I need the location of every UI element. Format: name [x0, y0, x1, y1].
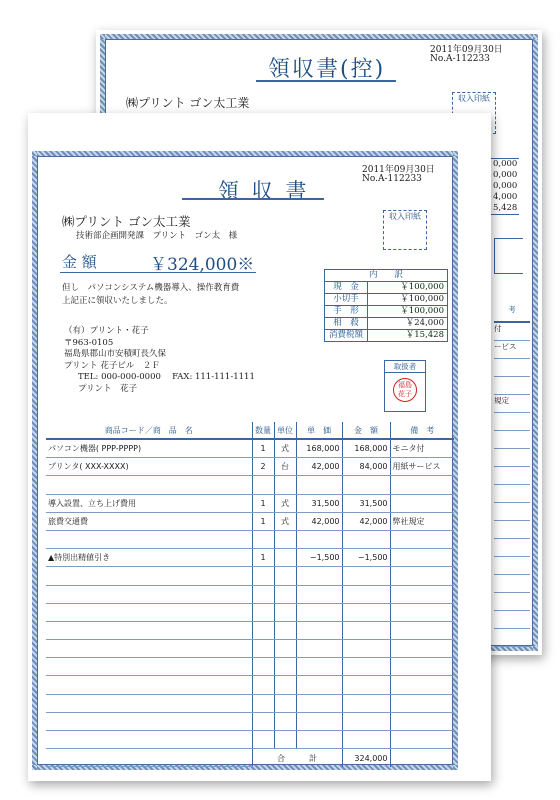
- item-name: [46, 567, 252, 585]
- item-note: [390, 567, 454, 585]
- item-qty: [252, 603, 274, 621]
- item-price: [296, 476, 342, 494]
- item-qty: [252, 712, 274, 730]
- item-qty: [252, 585, 274, 603]
- items-table: [46, 422, 454, 767]
- item-unit: [274, 640, 296, 658]
- receipt-title: 領 収 書: [218, 179, 310, 203]
- item-name: ▲特別出精値引き: [46, 549, 252, 567]
- item-name: [46, 621, 252, 639]
- col-header-amount: 金 額: [342, 422, 390, 439]
- col-header-note: 備 考: [390, 422, 454, 439]
- issue-date: 2011年09月30日: [362, 165, 435, 175]
- issuer-address: 福島県郡山市安積町長久保: [64, 349, 167, 359]
- item-amount: [342, 731, 390, 749]
- item-amount: [342, 676, 390, 694]
- table-row: [46, 712, 454, 730]
- item-amount: [342, 567, 390, 585]
- item-note: 用紙サービス: [390, 458, 454, 476]
- table-row: [46, 694, 454, 712]
- item-unit: [274, 530, 296, 548]
- back-number: No.A-112233: [430, 54, 490, 64]
- item-price: 31,500: [296, 494, 342, 512]
- recipient-department: 技術部企画開発課 プリント ゴン太 様: [76, 231, 238, 241]
- item-price: [296, 603, 342, 621]
- item-qty: [252, 621, 274, 639]
- item-unit: 式: [274, 439, 296, 458]
- item-name: [46, 640, 252, 658]
- item-qty: 1: [252, 549, 274, 567]
- item-amount: [342, 476, 390, 494]
- table-row: [46, 658, 454, 676]
- item-price: [296, 567, 342, 585]
- item-qty: [252, 694, 274, 712]
- item-unit: [274, 476, 296, 494]
- breakdown-label: 消費税額: [325, 330, 368, 342]
- item-amount: [342, 530, 390, 548]
- total-value: 324,000: [342, 749, 390, 767]
- table-row: [46, 494, 454, 512]
- breakdown-value: ￥100,000: [368, 282, 448, 294]
- issuer-person: プリント 花子: [78, 383, 138, 394]
- item-price: −1,500: [296, 549, 342, 567]
- amount-underline: [60, 272, 256, 273]
- table-row: [46, 585, 454, 603]
- item-qty: [252, 640, 274, 658]
- item-name: 導入設置、立ち上げ費用: [46, 494, 252, 512]
- item-amount: [342, 658, 390, 676]
- table-row: [46, 731, 454, 749]
- breakdown-value: ￥100,000: [368, 294, 448, 306]
- item-name: [46, 476, 252, 494]
- item-name: [46, 658, 252, 676]
- item-qty: 1: [252, 494, 274, 512]
- item-price: [296, 676, 342, 694]
- item-note: [390, 603, 454, 621]
- breakdown-label: 相 殺: [325, 318, 368, 330]
- back-title-underline: [256, 80, 396, 82]
- item-unit: [274, 549, 296, 567]
- item-name: [46, 603, 252, 621]
- item-name: 旅費交通費: [46, 512, 252, 530]
- item-note: [390, 530, 454, 548]
- item-amount: 31,500: [342, 494, 390, 512]
- title-underline: [182, 198, 324, 200]
- item-note: [390, 621, 454, 639]
- table-row: [46, 439, 454, 458]
- item-unit: [274, 694, 296, 712]
- receipt-number: No.A-112233: [362, 174, 422, 184]
- item-amount: −1,500: [342, 549, 390, 567]
- col-header-qty: 数量: [252, 422, 274, 439]
- breakdown-table: [324, 269, 448, 342]
- item-note: [390, 731, 454, 749]
- note-line-2: 上記正に領収いたしました。: [62, 296, 173, 306]
- item-amount: [342, 585, 390, 603]
- item-note: [390, 640, 454, 658]
- item-name: パソコン機器( PPP-PPPP): [46, 439, 252, 458]
- item-note: 弊社規定: [390, 512, 454, 530]
- item-price: 42,000: [296, 512, 342, 530]
- handler-label: 取扱者: [385, 361, 425, 373]
- table-row: [46, 458, 454, 476]
- item-amount: [342, 694, 390, 712]
- item-amount: [342, 712, 390, 730]
- item-note: [390, 476, 454, 494]
- item-qty: [252, 476, 274, 494]
- recipient-company: ㈱プリント ゴン太工業: [62, 214, 191, 229]
- item-note: [390, 712, 454, 730]
- table-row: [46, 640, 454, 658]
- item-name: [46, 676, 252, 694]
- item-qty: [252, 658, 274, 676]
- hanko-seal: 福島 花子: [393, 378, 417, 402]
- item-amount: [342, 621, 390, 639]
- item-unit: 式: [274, 494, 296, 512]
- breakdown-value: ￥15,428: [368, 330, 448, 342]
- note-line-1: 但し パソコンシステム機器導入、操作教育費: [62, 283, 240, 293]
- back-handler-box: [494, 238, 523, 274]
- item-price: [296, 658, 342, 676]
- issuer-block: [64, 326, 255, 395]
- item-unit: [274, 603, 296, 621]
- back-amount-column: 0,000 0,000 0,000 4,000 5,428: [490, 158, 519, 215]
- item-price: [296, 585, 342, 603]
- revenue-stamp-box: [383, 210, 427, 250]
- item-unit: 式: [274, 512, 296, 530]
- item-price: [296, 621, 342, 639]
- issuer-tel-fax: TEL: 000-000-0000 FAX: 111-111-1111: [78, 372, 255, 382]
- item-amount: 42,000: [342, 512, 390, 530]
- back-notes-column: 考 付 ービス 規定: [494, 304, 530, 647]
- item-unit: [274, 676, 296, 694]
- issuer-postal: 〒963-0105: [64, 337, 114, 348]
- item-qty: [252, 530, 274, 548]
- col-header-unit: 単位: [274, 422, 296, 439]
- item-note: モニタ付: [390, 439, 454, 458]
- item-unit: [274, 731, 296, 749]
- table-row: [46, 512, 454, 530]
- table-row: [46, 567, 454, 585]
- breakdown-label: 手 形: [325, 306, 368, 318]
- item-qty: [252, 676, 274, 694]
- item-price: [296, 731, 342, 749]
- item-price: [296, 694, 342, 712]
- item-price: [296, 640, 342, 658]
- item-unit: [274, 712, 296, 730]
- item-price: [296, 530, 342, 548]
- amount-value: ￥324,000※: [150, 255, 255, 275]
- item-amount: 168,000: [342, 439, 390, 458]
- item-note: [390, 549, 454, 567]
- item-price: 42,000: [296, 458, 342, 476]
- item-note: [390, 658, 454, 676]
- item-qty: 1: [252, 512, 274, 530]
- item-unit: [274, 658, 296, 676]
- item-qty: 2: [252, 458, 274, 476]
- item-amount: [342, 640, 390, 658]
- breakdown-label: 小切手: [325, 294, 368, 306]
- item-unit: [274, 621, 296, 639]
- table-row: [46, 549, 454, 567]
- table-row: [46, 603, 454, 621]
- breakdown-label: 現 金: [325, 282, 368, 294]
- table-row: [46, 676, 454, 694]
- back-title: 領収書(控): [268, 57, 386, 82]
- item-note: [390, 694, 454, 712]
- item-name: [46, 694, 252, 712]
- back-company: ㈱プリント ゴン太工業: [126, 96, 250, 110]
- item-name: [46, 731, 252, 749]
- item-amount: [342, 603, 390, 621]
- handler-box: [384, 360, 426, 412]
- issuer-name: （有）プリント・花子: [64, 326, 149, 336]
- item-amount: 84,000: [342, 458, 390, 476]
- total-label: 合 計: [252, 749, 342, 767]
- item-price: 168,000: [296, 439, 342, 458]
- stamp-label: 収入印紙: [389, 212, 421, 221]
- item-name: [46, 585, 252, 603]
- amount-label: 金 額: [62, 253, 97, 271]
- back-stamp-label: 収入印紙: [458, 94, 490, 103]
- item-unit: [274, 567, 296, 585]
- item-note: [390, 494, 454, 512]
- item-qty: [252, 567, 274, 585]
- item-qty: 1: [252, 439, 274, 458]
- item-name: [46, 712, 252, 730]
- table-row: [46, 530, 454, 548]
- item-unit: [274, 585, 296, 603]
- item-price: [296, 712, 342, 730]
- item-note: [390, 585, 454, 603]
- item-name: [46, 530, 252, 548]
- table-row: [46, 476, 454, 494]
- col-header-price: 単 価: [296, 422, 342, 439]
- col-header-item: 商品コード／商 品 名: [46, 422, 252, 439]
- item-unit: 台: [274, 458, 296, 476]
- breakdown-value: ￥100,000: [368, 306, 448, 318]
- table-row: [46, 621, 454, 639]
- item-qty: [252, 731, 274, 749]
- back-date: 2011年09月30日: [430, 45, 503, 55]
- breakdown-value: ￥24,000: [368, 318, 448, 330]
- item-name: プリンタ( XXX-XXXX): [46, 458, 252, 476]
- breakdown-header: 内 訳: [325, 270, 448, 282]
- issuer-building: プリント 花子ビル ２Ｆ: [64, 360, 160, 371]
- item-note: [390, 676, 454, 694]
